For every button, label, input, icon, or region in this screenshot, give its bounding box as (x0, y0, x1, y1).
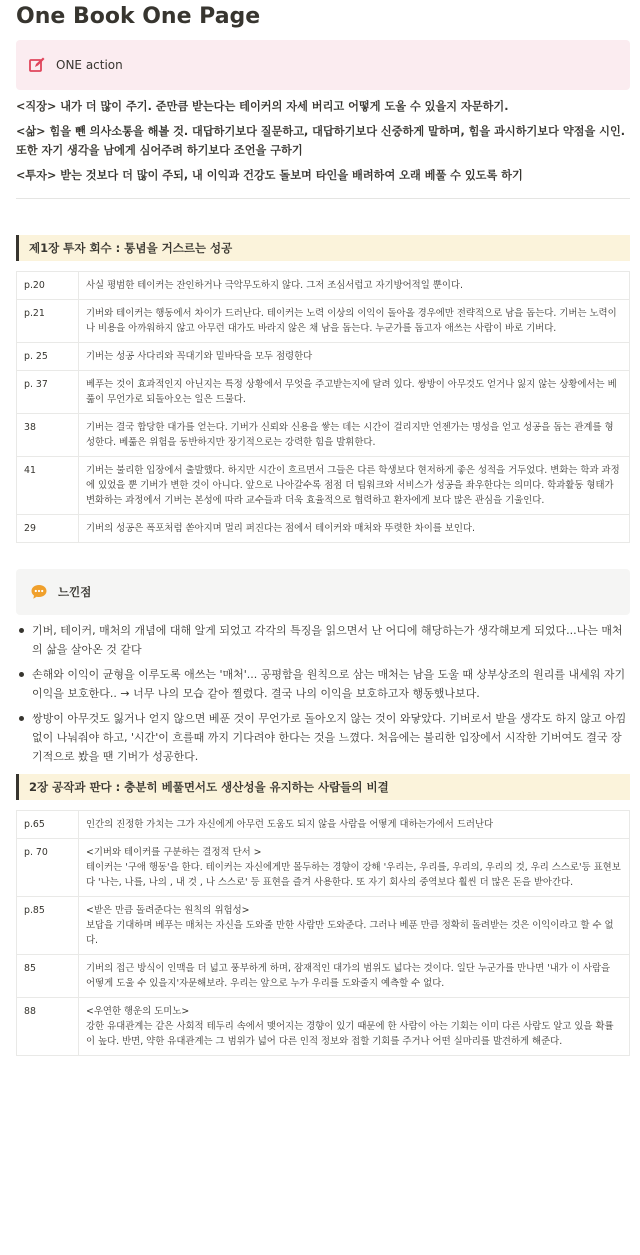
table-row (17, 272, 630, 300)
list-item: 기버, 테이커, 매처의 개념에 대해 알게 되었고 각각의 특징을 읽으면서 난 어디에 해당하는가 생각해보게 되었다...나는 매처의 삶을 살아온 것 같다 (16, 621, 630, 659)
list-item: 손해와 이익이 균형을 이루도록 애쓰는 '매처'... 공평함을 원칙으로 삼는 매처는 남을 도울 때 상부상조의 원리를 내세워 자기 이익을 보호한다.. → 너무 나의 모습 같아 찔렸다. 결국 나의 이익을 보호하고자 행동했나보다. (16, 665, 630, 703)
edit-icon (28, 56, 46, 74)
page-ref: p. 37 (17, 371, 79, 414)
page-ref: p.21 (17, 300, 79, 343)
feel-list (16, 621, 630, 766)
quote-text: 사실 평범한 테이커는 잔인하거나 극악무도하지 않다. 그저 조심서럽고 자기방어적일 뿐이다. (79, 272, 630, 300)
page-ref: p.65 (17, 811, 79, 839)
quote-text: 기버는 결국 합당한 대가를 얻는다. 기버가 신뢰와 신용을 쌓는 데는 시간이 걸리지만 언젠가는 명성을 얻고 성공을 돕는 관계를 형성한다. 베풂은 위험을 동반하지만 장기적으로는 강력한 힘을 발휘한다. (79, 414, 630, 457)
chapter2-table (16, 810, 630, 1056)
table-row (17, 811, 630, 839)
table-row (17, 371, 630, 414)
page-ref: p. 70 (17, 839, 79, 897)
table-row (17, 955, 630, 998)
table-row (17, 457, 630, 515)
page-ref: p.20 (17, 272, 79, 300)
page-ref: 41 (17, 457, 79, 515)
speech-bubble-icon (30, 583, 48, 601)
page-title: One Book One Page (16, 4, 261, 29)
quote-text: 인간의 진정한 가치는 그가 자신에게 아무런 도움도 되지 않을 사람을 어떻게 대하는가에서 드러난다 (79, 811, 630, 839)
list-item: 쌍방이 아무것도 잃거나 얻지 않으면 베푼 것이 무언가로 돌아오지 않는 것이 와닿았다. 기버로서 받을 생각도 하지 않고 아낌없이 나눠줘야 하고, '시간'이 흐를때 까지 기다려야 한다는 것을 느꼈다. 처음에는 불리한 입장에서 시작한 기버여도 결국 장기적으로 봤을 땐 기버가 성공한다. (16, 709, 630, 766)
page-ref: 29 (17, 515, 79, 543)
quote-text: 기버는 불리한 입장에서 출발했다. 하지만 시간이 흐르면서 그들은 다른 학생보다 현저하게 좋은 성적을 거두었다. 변화는 학과 과정에 있었을 뿐 기버가 변한 것이 아니다. 앞으로 나아갈수록 점점 더 팀워크와 서비스가 성공을 좌우한다는 의미다. 학과활동 형태가 변화하는 과정에서 기버는 본성에 따라 교수들과 더욱 효율적으로 협력하고 환자에게 보다 많은 관심을 기울인다. (79, 457, 630, 515)
feel-label: 느낀점 (58, 585, 92, 599)
page-ref: 85 (17, 955, 79, 998)
action-line-life: <삶> 힘을 뺀 의사소통을 해볼 것. 대답하기보다 질문하고, 대답하기보다 신중하게 말하며, 힘을 과시하기보다 약점을 시인. 또한 자기 생각을 남에게 심어주려 하기보다 조언을 구하기 (16, 125, 626, 157)
table-row (17, 998, 630, 1056)
table-row (17, 897, 630, 955)
page-ref: 88 (17, 998, 79, 1056)
quote-text: <우연한 행운의 도미노> 강한 유대관계는 같은 사회적 테두리 속에서 맺어지는 경향이 있기 때문에 한 사람이 아는 기회는 이미 다른 사람도 알고 있을 확률이 높다. 반면, 약한 유대관계는 그 범위가 넓어 다른 인적 정보와 접할 기회를 주거나 어떤 실마리를 발견하게 해준다. (79, 998, 630, 1056)
one-action-callout (16, 40, 630, 90)
table-row (17, 300, 630, 343)
page (16, 0, 630, 1056)
action-line-invest: <투자> 받는 것보다 더 많이 주되, 내 이익과 건강도 돌보며 타인을 배려하여 오래 베풀 수 있도록 하기 (16, 169, 523, 182)
quote-text: <기버와 테이커를 구분하는 결정적 단서 > 테이커는 '구애 행동'을 한다. 테이커는 자신에게만 몰두하는 경향이 강해 '우리는, 우리를, 우리의, 우리의 것, 우리 스스로'등 표현보다 '나는, 나를, 나의 , 내 것 , 나 스스로' 등 표현을 즐겨 사용한다. 또 자기 회사의 중역보다 훨씬 더 많은 돈을 받아간다. (79, 839, 630, 897)
page-ref: 38 (17, 414, 79, 457)
chapter1-heading: 제1장 투자 회수 : 통념을 거스르는 성공 (16, 235, 630, 261)
table-row (17, 515, 630, 543)
table-row (17, 343, 630, 371)
chapter2-heading: 2장 공작과 판다 : 충분히 베풀면서도 생산성을 유지하는 사람들의 비결 (16, 774, 630, 800)
feel-callout (16, 569, 630, 615)
table-row (17, 839, 630, 897)
quote-text: 기버와 테이커는 행동에서 차이가 드러난다. 테이커는 노력 이상의 이익이 돌아올 경우에만 전략적으로 남을 돕는다. 기버는 노력이나 비용을 아까워하지 않고 아무런 대가도 바라지 않은 채 남을 돕는다. 누군가를 돕고자 애쓰는 사람이 바로 기버다. (79, 300, 630, 343)
table-row (17, 414, 630, 457)
one-action-label: ONE action (56, 58, 123, 72)
quote-text: 기버는 성공 사다리와 꼭대기와 밑바닥을 모두 점령한다 (79, 343, 630, 371)
action-lines (16, 94, 630, 188)
quote-text: 베푸는 것이 효과적인지 아닌지는 특정 상황에서 무엇을 주고받는지에 달려 있다. 쌍방이 아무것도 얻거나 잃지 않는 상황에서는 베풂이 무언가로 되돌아오는 일은 드물다. (79, 371, 630, 414)
page-ref: p. 25 (17, 343, 79, 371)
page-ref: p.85 (17, 897, 79, 955)
quote-text: <받은 만큼 돌려준다는 원칙의 위험성> 보답을 기대하며 베푸는 매처는 자신을 도와줄 만한 사람만 도와준다. 그러나 베푼 만큼 정확히 돌려받는 것은 이익이라고 할 수 없다. (79, 897, 630, 955)
quote-text: 기버의 접근 방식이 인맥을 더 넓고 풍부하게 하며, 잠재적인 대가의 범위도 넓다는 것이다. 일단 누군가를 만나면 '내가 이 사람을 어떻게 도울 수 있을지'자문해보라. 우리는 앞으로 누가 우리를 도와줄지 예측할 수 없다. (79, 955, 630, 998)
divider (16, 198, 630, 199)
quote-text: 기버의 성공은 폭포처럼 쏟아지며 멀리 퍼진다는 점에서 테이커와 매처와 뚜렷한 차이를 보인다. (79, 515, 630, 543)
chapter1-table (16, 271, 630, 543)
action-line-work: <직장> 내가 더 많이 주기. 준만큼 받는다는 테이커의 자세 버리고 어떻게 도울 수 있을지 자문하기. (16, 100, 509, 113)
